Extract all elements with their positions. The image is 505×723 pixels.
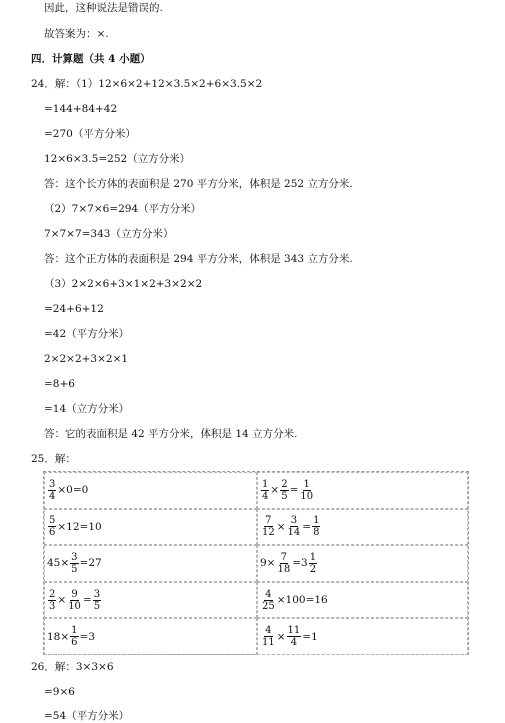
expr-text: 18× <box>47 630 70 643</box>
expr-text: 9× <box>260 557 276 570</box>
numerator: 4 <box>265 625 272 637</box>
table-cell <box>44 582 257 619</box>
expr-text: ×100=16 <box>276 594 328 607</box>
q24-answer: 答：它的表面积是 42 平方分米，体积是 14 立方分米. <box>44 428 298 440</box>
table-cell <box>257 509 468 546</box>
numerator: 1 <box>262 478 269 490</box>
fraction <box>309 552 317 575</box>
numerator: 3 <box>93 588 101 600</box>
denominator: 5 <box>71 563 78 575</box>
q24-line: （2）7×7×6=294（平方分米） <box>44 203 202 215</box>
numerator: 1 <box>303 478 310 490</box>
denominator: 18 <box>277 563 291 575</box>
denominator: 10 <box>300 490 314 502</box>
fraction <box>67 589 82 612</box>
q24-line: =14（立方分米） <box>44 403 130 415</box>
table-cell <box>257 472 468 509</box>
numerator: 5 <box>49 515 56 527</box>
section-title: 四．计算题（共 4 小题） <box>31 53 151 65</box>
q26-line: =54（平方分米） <box>44 710 130 722</box>
q26-head: 26．解：3×3×6 <box>31 661 114 673</box>
fraction <box>70 552 78 575</box>
fraction <box>93 589 101 612</box>
table-cell <box>257 545 468 582</box>
numerator: 11 <box>287 625 301 637</box>
denominator: 4 <box>49 490 56 502</box>
table-cell <box>257 618 468 655</box>
denominator: 5 <box>93 600 101 612</box>
numerator: 9 <box>71 588 78 600</box>
denominator: 12 <box>262 527 275 539</box>
fraction <box>48 479 56 502</box>
fraction <box>70 625 78 648</box>
operator: = <box>289 484 299 497</box>
fraction <box>276 552 291 575</box>
denominator: 2 <box>309 563 317 575</box>
denominator: 25 <box>262 600 275 612</box>
operator: × <box>276 630 286 643</box>
numerator: 2 <box>49 588 56 600</box>
fraction <box>261 479 269 502</box>
expr-text: =3 <box>79 630 96 643</box>
fraction <box>261 589 276 612</box>
q24-line: （3）2×2×6+3×1×2+3×2×2 <box>44 278 203 290</box>
table-cell <box>257 582 468 619</box>
q24-line: 7×7×7=343（立方分米） <box>44 228 174 240</box>
numerator: 1 <box>313 515 320 527</box>
table-cell <box>44 509 257 546</box>
intro-line-1: 因此，这种说法是错误的. <box>44 2 163 14</box>
fraction <box>280 479 288 502</box>
denominator: 6 <box>49 527 56 539</box>
expr-text: ×0=0 <box>57 484 89 497</box>
fraction <box>261 515 276 538</box>
denominator: 3 <box>49 600 56 612</box>
operator: =3 <box>292 557 308 570</box>
fraction <box>287 515 302 538</box>
operator: × <box>57 594 67 607</box>
intro-line-2: 故答案为：×. <box>44 28 109 40</box>
q24-head: 24．解：（1）12×6×2+12×3.5×2+6×3.5×2 <box>31 78 263 90</box>
fraction <box>48 589 56 612</box>
q24-line: 12×6×3.5=252（立方分米） <box>44 153 191 165</box>
q24-line: =8+6 <box>44 378 75 390</box>
denominator: 4 <box>290 637 298 649</box>
denominator: 8 <box>313 527 320 539</box>
numerator: 7 <box>280 551 288 563</box>
q24-line: 2×2×2+3×2×1 <box>44 353 129 365</box>
table-cell <box>44 472 257 509</box>
expr-text: ×12=10 <box>57 520 102 533</box>
fraction <box>287 625 302 648</box>
q24-answer: 答：这个正方体的表面积是 294 平方分米，体积是 343 立方分米. <box>44 253 353 265</box>
q24-line: =144+84+42 <box>44 103 118 115</box>
numerator: 2 <box>281 478 288 490</box>
denominator: 14 <box>287 527 301 539</box>
numerator: 3 <box>49 478 56 490</box>
numerator: 1 <box>71 625 78 637</box>
denominator: 4 <box>262 490 269 502</box>
q25-table <box>43 471 469 655</box>
q24-line: =24+6+12 <box>44 303 104 315</box>
numerator: 4 <box>265 588 272 600</box>
table-cell <box>44 545 257 582</box>
operator: × <box>276 520 286 533</box>
fraction <box>312 515 320 538</box>
expr-text: =27 <box>79 557 102 570</box>
q24-line: =270（平方分米） <box>44 128 136 140</box>
fraction <box>261 625 276 648</box>
q24-line: =42（平方分米） <box>44 328 130 340</box>
table-cell <box>44 618 257 655</box>
operator: = <box>302 520 312 533</box>
numerator: 3 <box>290 515 298 527</box>
denominator: 5 <box>281 490 288 502</box>
denominator: 11 <box>262 637 275 649</box>
expr-text: =1 <box>302 630 318 643</box>
q26-line: =9×6 <box>44 686 75 698</box>
expr-text: 45× <box>47 557 70 570</box>
q25-head: 25．解： <box>31 453 76 465</box>
operator: = <box>82 594 92 607</box>
q24-answer: 答：这个长方体的表面积是 270 平方分米，体积是 252 立方分米. <box>44 178 353 190</box>
numerator: 7 <box>265 515 272 527</box>
denominator: 10 <box>68 600 81 612</box>
numerator: 1 <box>309 551 317 563</box>
denominator: 6 <box>71 637 78 649</box>
numerator: 3 <box>71 551 78 563</box>
fraction <box>299 479 314 502</box>
operator: × <box>270 484 280 497</box>
fraction <box>48 515 56 538</box>
